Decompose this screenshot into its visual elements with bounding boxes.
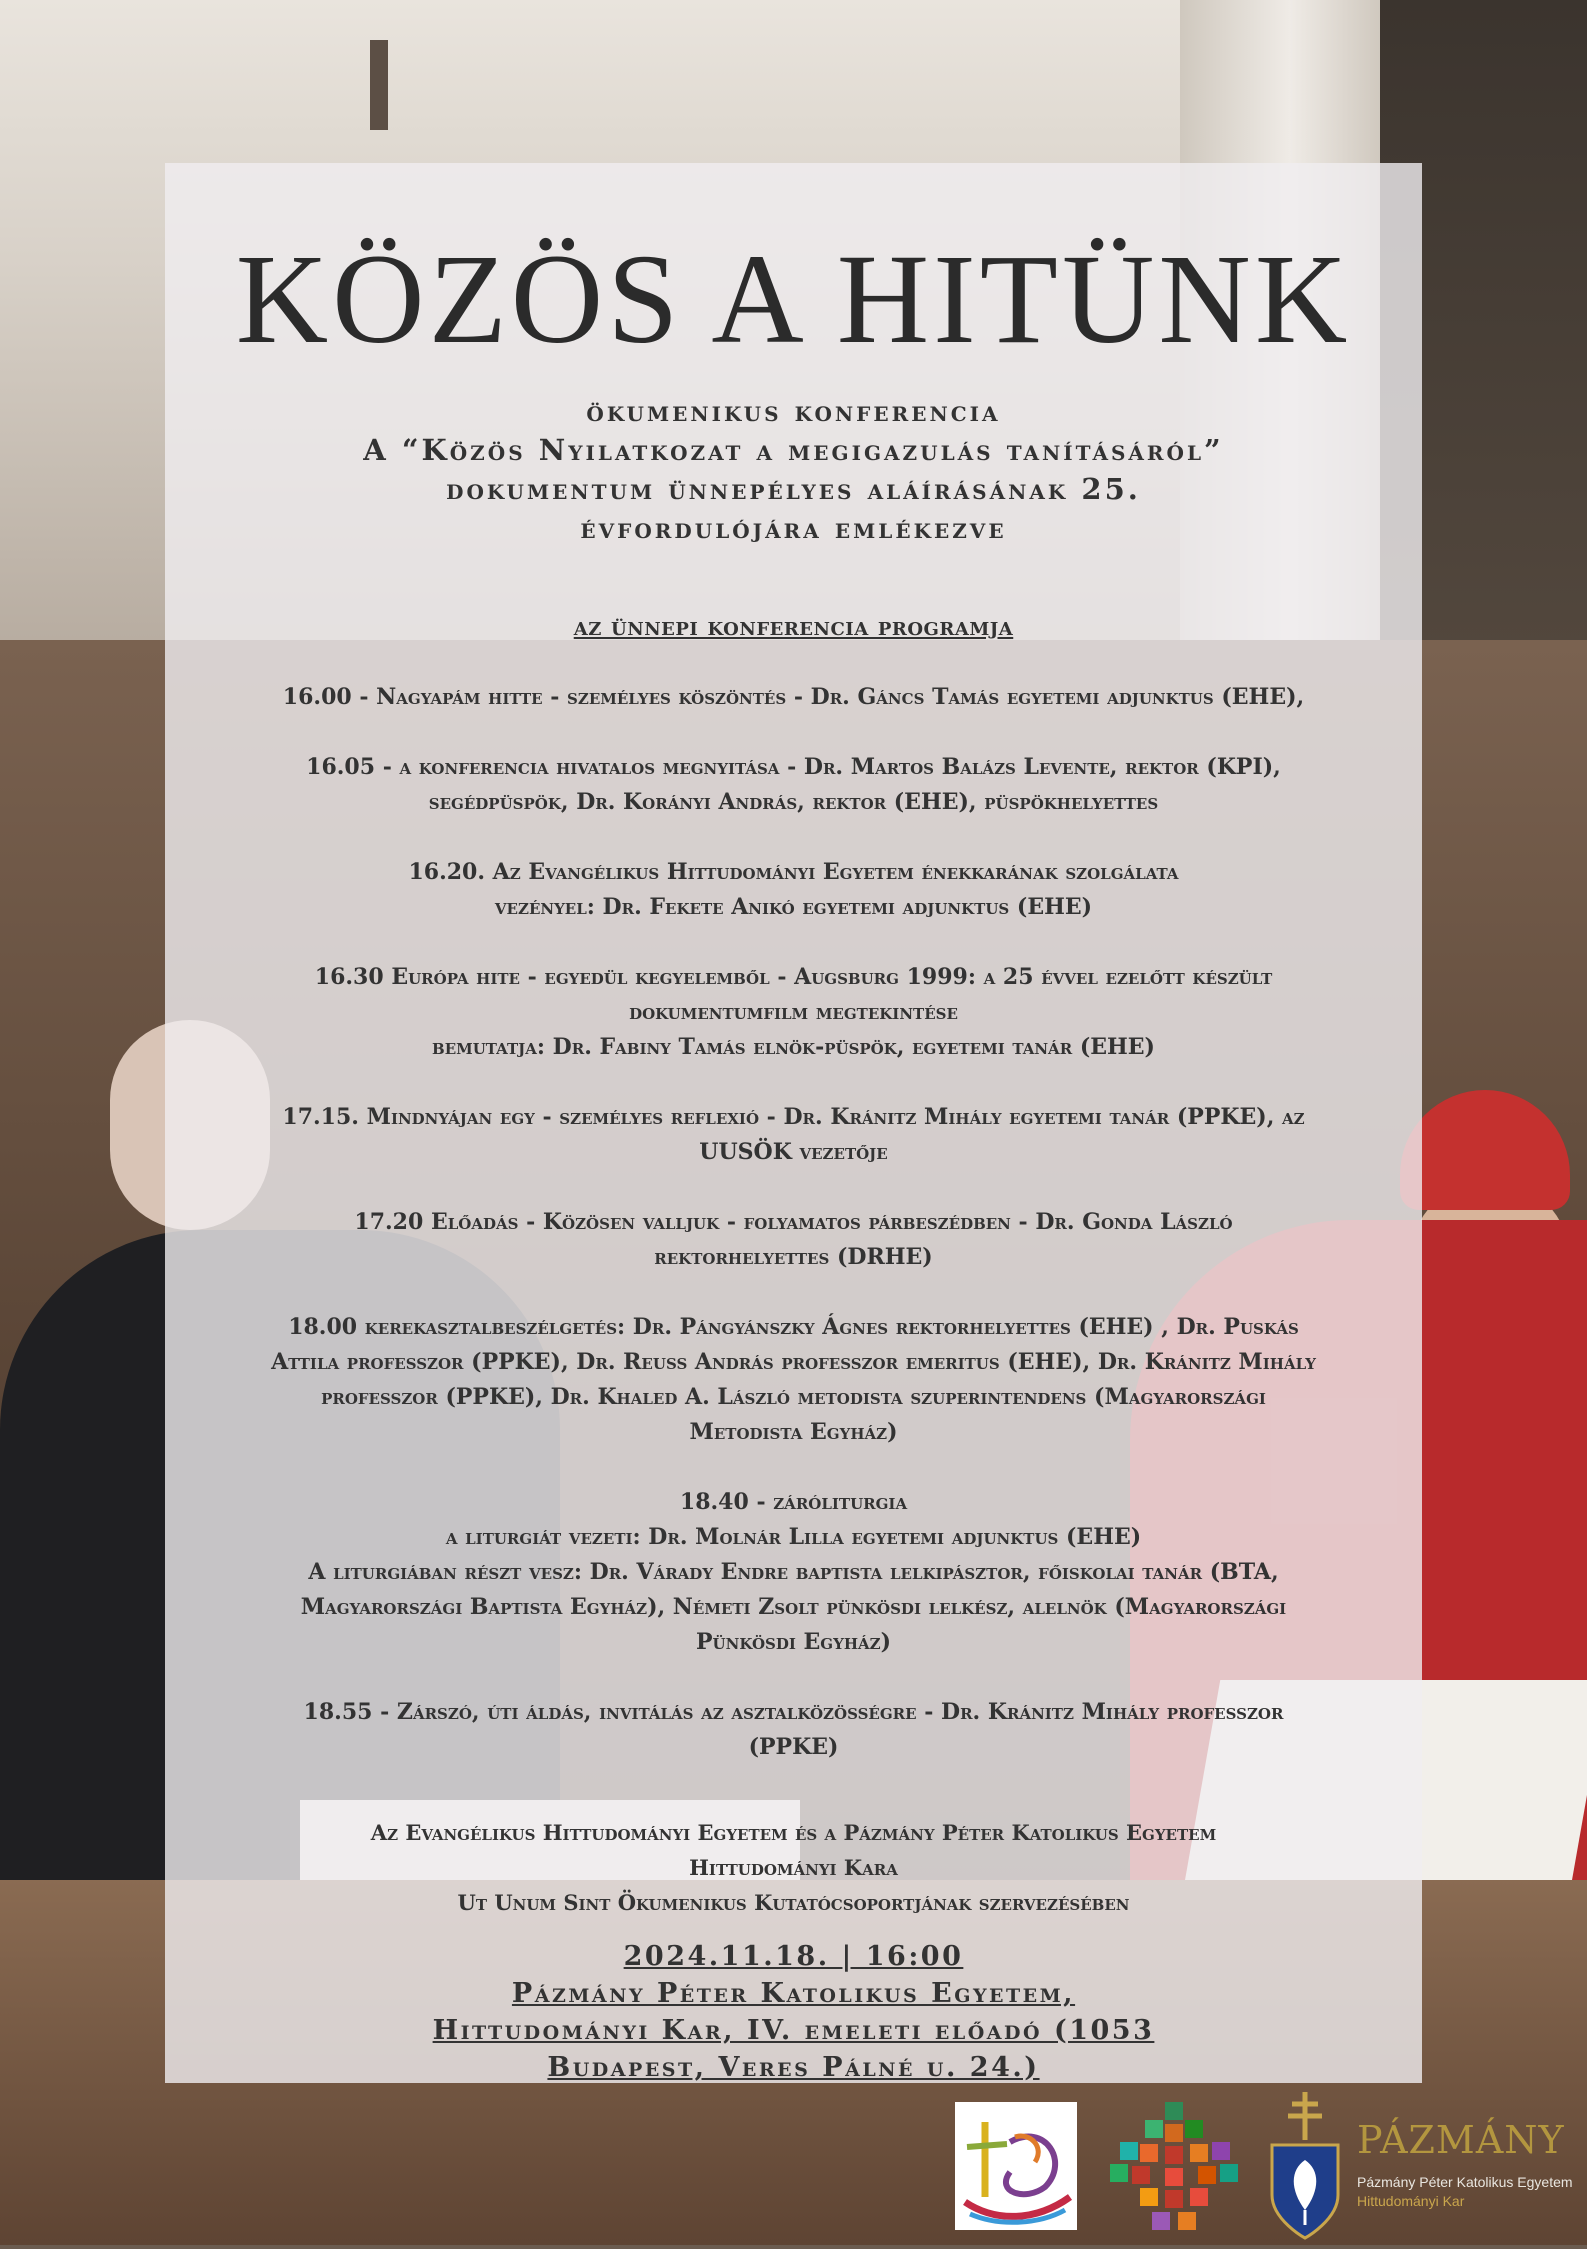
mosaic-cross-logo — [1110, 2102, 1240, 2237]
program-line: 16.05 - a konferencia hivatalos megnyitása - Dr. Martos Balázs Levente, rektor (KPI), — [306, 754, 1281, 780]
program-line: segédpüspök, Dr. Korányi András, rektor (EHE), püspökhelyettes — [428, 789, 1159, 815]
program-line: Pünkösdi Egyház) — [695, 1629, 891, 1655]
brand-university: Pázmány Péter Katolikus Egyetem — [1357, 2174, 1573, 2190]
organizers — [165, 1815, 1422, 1920]
program-line: 17.20 Előadás - Közösen valljuk - folyamatos párbeszédben - Dr. Gonda László — [354, 1209, 1233, 1235]
program-line: Magyarországi Baptista Egyház), Németi Zsolt pünkösdi lelkész, alelnök (Magyarországi — [300, 1594, 1287, 1620]
program-item — [165, 1205, 1422, 1275]
event-venue-line: Pázmány Péter Katolikus Egyetem, — [511, 1978, 1076, 2009]
brand-name: PÁZMÁNY — [1357, 2118, 1565, 2162]
event-info — [165, 1938, 1422, 2086]
program-line: Metodista Egyház) — [689, 1419, 898, 1445]
organizer-line: Hittudományi Kara — [689, 1855, 898, 1880]
event-venue-line: Hittudományi Kar, IV. emeleti előadó (1053 — [432, 2015, 1155, 2046]
program-line: (PPKE) — [748, 1734, 839, 1760]
program-item — [165, 1485, 1422, 1660]
program-line: vezényel: Dr. Fekete Anikó egyetemi adjunktus (EHE) — [494, 894, 1093, 920]
subtitle-line: évfordulójára emlékezve — [580, 511, 1007, 545]
program-line: a liturgiát vezeti: Dr. Molnár Lilla egyetemi adjunktus (EHE) — [445, 1524, 1142, 1550]
program-line: professzor (PPKE), Dr. Khaled A. László metodista szuperintendens (Magyarországi — [321, 1384, 1266, 1410]
subtitle-line: A “Közös Nyilatkozat a megigazulás tanításáról” — [363, 433, 1224, 467]
logo-strip — [955, 2090, 1587, 2245]
program-line: 18.40 - záróliturgia — [679, 1489, 908, 1515]
program-line: A liturgiában részt vesz: Dr. Várady Endre baptista lelkipásztor, főiskolai tanár (BTA, — [308, 1559, 1279, 1585]
program-line: 18.00 kerekasztalbeszélgetés: Dr. Pángyánszky Ágnes rektorhelyettes (EHE) , Dr. Puskás — [288, 1314, 1299, 1340]
ecumenical-logo — [955, 2102, 1077, 2230]
program-item — [165, 1310, 1422, 1450]
program-item — [165, 960, 1422, 1065]
program-line: 16.20. Az Evangélikus Hittudományi Egyetem énekkarának szolgálata — [408, 859, 1179, 885]
brand-faculty: Hittudományi Kar — [1357, 2193, 1465, 2209]
program-line: 16.00 - Nagyapám hitte - személyes köszöntés - Dr. Gáncs Tamás egyetemi adjunktus (EHE), — [282, 684, 1305, 710]
program-item — [165, 750, 1422, 820]
program-item — [165, 855, 1422, 925]
subtitle-line: ökumenikus konferencia — [586, 394, 1001, 428]
program-line: dokumentumfilm megtekintése — [629, 999, 958, 1025]
program-line: 18.55 - Zárszó, úti áldás, invitálás az asztalközösségre - Dr. Kránitz Mihály professzor — [303, 1699, 1284, 1725]
program-heading: az ünnepi konferencia programja — [573, 612, 1014, 641]
program-line: Attila professzor (PPKE), Dr. Reuss András professzor emeritus (EHE), Dr. Kránitz Mihály — [271, 1349, 1316, 1375]
program-item — [165, 1695, 1422, 1765]
program-line: 17.15. Mindnyájan egy - személyes reflexió - Dr. Kránitz Mihály egyetemi tanár (PPKE), az — [282, 1104, 1305, 1130]
program-line: 16.30 Európa hite - egyedül kegyelemből - Augsburg 1999: a 25 évvel ezelőtt készült — [314, 964, 1273, 990]
program-line: rektorhelyettes (DRHE) — [654, 1244, 933, 1270]
program-list — [165, 680, 1422, 1800]
organizer-line: Ut Unum Sint Ökumenikus Kutatócsoportjának szervezésében — [457, 1890, 1130, 1915]
subtitle-line: dokumentum ünnepélyes aláírásának 25. — [446, 472, 1141, 506]
program-item — [165, 680, 1422, 715]
program-line: bemutatja: Dr. Fabiny Tamás elnök-püspök, egyetemi tanár (EHE) — [432, 1034, 1155, 1060]
subtitle — [165, 392, 1422, 548]
pazmany-brand — [1357, 2118, 1587, 2209]
university-seal — [1260, 2090, 1350, 2245]
poster-title: KÖZÖS A HITÜNK — [235, 228, 1352, 370]
event-datetime: 2024.11.18. | 16:00 — [623, 1941, 964, 1972]
program-line: UUSÖK vezetője — [699, 1139, 888, 1165]
organizer-line: Az Evangélikus Hittudományi Egyetem és a Pázmány Péter Katolikus Egyetem — [370, 1820, 1217, 1845]
program-item — [165, 1100, 1422, 1170]
event-venue-line: Budapest, Veres Pálné u. 24.) — [547, 2052, 1040, 2083]
